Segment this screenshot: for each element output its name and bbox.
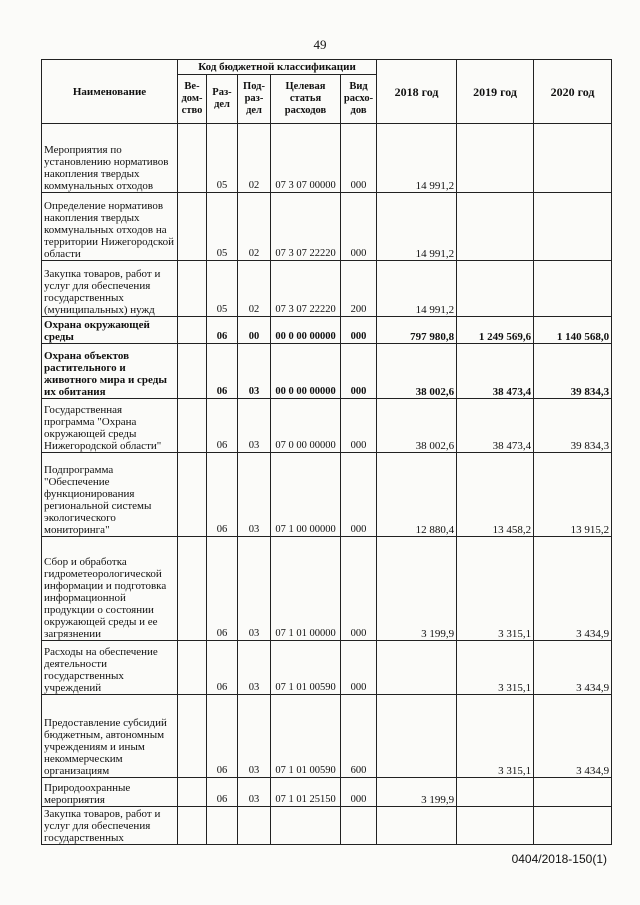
row-name: Закупка товаров, работ и услуг для обеспечения государственных (муниципальных) нужд <box>42 261 178 317</box>
row-name: Подпрограмма "Обеспечение функционирования региональной системы экологического мониторинга" <box>42 453 178 537</box>
row-2020 <box>534 193 612 261</box>
row-vid: 000 <box>341 193 377 261</box>
row-vedomstvo <box>178 807 207 845</box>
row-2018: 38 002,6 <box>377 399 457 453</box>
row-2018 <box>377 641 457 695</box>
row-razdel: 06 <box>207 778 238 807</box>
header-2020: 2020 год <box>534 60 612 124</box>
row-celevaya: 00 0 00 00000 <box>271 317 341 344</box>
row-name: Сбор и обработка гидрометеорологической информации и подготовка информационной продукции о состоянии окружающей среды и ее загрязнении <box>42 537 178 641</box>
row-name: Охрана объектов растительного и животного мира и среды их обитания <box>42 344 178 399</box>
row-celevaya: 00 0 00 00000 <box>271 344 341 399</box>
row-2020 <box>534 778 612 807</box>
row-vedomstvo <box>178 193 207 261</box>
header-razdel: Раз- дел <box>207 75 238 124</box>
row-2020: 3 434,9 <box>534 537 612 641</box>
header-2019: 2019 год <box>457 60 534 124</box>
row-vid: 600 <box>341 695 377 778</box>
row-2019: 38 473,4 <box>457 399 534 453</box>
row-vedomstvo <box>178 124 207 193</box>
row-celevaya: 07 1 01 25150 <box>271 778 341 807</box>
header-podrazdel: Под- раз- дел <box>238 75 271 124</box>
row-2018: 14 991,2 <box>377 193 457 261</box>
row-razdel: 06 <box>207 399 238 453</box>
row-name: Государственная программа "Охрана окружающей среды Нижегородской области" <box>42 399 178 453</box>
row-2019 <box>457 261 534 317</box>
row-celevaya: 07 0 00 00000 <box>271 399 341 453</box>
row-razdel: 05 <box>207 124 238 193</box>
row-2020: 39 834,3 <box>534 399 612 453</box>
header-2018: 2018 год <box>377 60 457 124</box>
row-2018: 797 980,8 <box>377 317 457 344</box>
table-row <box>42 695 612 778</box>
table-row <box>42 399 612 453</box>
row-2020: 3 434,9 <box>534 695 612 778</box>
table-row <box>42 778 612 807</box>
row-podrazdel: 03 <box>238 399 271 453</box>
document-code: 0404/2018-150(1) <box>511 852 607 866</box>
header-vid: Вид расхо- дов <box>341 75 377 124</box>
row-name: Закупка товаров, работ и услуг для обеспечения государственных <box>42 807 178 845</box>
row-vedomstvo <box>178 344 207 399</box>
table-row <box>42 453 612 537</box>
table-row <box>42 641 612 695</box>
row-celevaya: 07 1 01 00000 <box>271 537 341 641</box>
row-2019 <box>457 124 534 193</box>
row-celevaya: 07 3 07 22220 <box>271 193 341 261</box>
header-name: Наименование <box>42 60 178 124</box>
row-vedomstvo <box>178 317 207 344</box>
row-razdel: 06 <box>207 695 238 778</box>
row-vid: 000 <box>341 453 377 537</box>
row-podrazdel: 03 <box>238 778 271 807</box>
row-vedomstvo <box>178 399 207 453</box>
row-2018: 3 199,9 <box>377 537 457 641</box>
row-vedomstvo <box>178 261 207 317</box>
row-name: Охрана окружающей среды <box>42 317 178 344</box>
row-podrazdel: 03 <box>238 537 271 641</box>
row-vid: 000 <box>341 344 377 399</box>
row-celevaya: 07 1 01 00590 <box>271 641 341 695</box>
row-vedomstvo <box>178 641 207 695</box>
row-podrazdel: 03 <box>238 344 271 399</box>
row-vid: 200 <box>341 261 377 317</box>
row-2020: 1 140 568,0 <box>534 317 612 344</box>
header-celevaya: Целевая статья расходов <box>271 75 341 124</box>
row-vid <box>341 807 377 845</box>
row-name: Определение нормативов накопления твердых коммунальных отходов на территории Нижегородской области <box>42 193 178 261</box>
row-podrazdel: 02 <box>238 261 271 317</box>
header-code-group: Код бюджетной классификации <box>178 60 377 75</box>
row-2018: 38 002,6 <box>377 344 457 399</box>
row-razdel: 06 <box>207 453 238 537</box>
table-row <box>42 807 612 845</box>
row-name: Расходы на обеспечение деятельности государственных учреждений <box>42 641 178 695</box>
row-podrazdel: 03 <box>238 695 271 778</box>
row-razdel: 06 <box>207 641 238 695</box>
row-2019 <box>457 778 534 807</box>
row-razdel <box>207 807 238 845</box>
row-vid: 000 <box>341 641 377 695</box>
row-podrazdel <box>238 807 271 845</box>
header-vedomstvo: Ве- дом- ство <box>178 75 207 124</box>
row-vedomstvo <box>178 695 207 778</box>
row-vid: 000 <box>341 124 377 193</box>
page-number: 49 <box>313 37 327 52</box>
row-2019 <box>457 193 534 261</box>
row-2019: 3 315,1 <box>457 641 534 695</box>
row-name: Предоставление субсидий бюджетным, автономным учреждениям и иным некоммерческим организациям <box>42 695 178 778</box>
table-row <box>42 261 612 317</box>
row-vid: 000 <box>341 537 377 641</box>
row-2019: 3 315,1 <box>457 695 534 778</box>
row-razdel: 06 <box>207 537 238 641</box>
row-2018 <box>377 807 457 845</box>
row-podrazdel: 03 <box>238 641 271 695</box>
row-2018: 14 991,2 <box>377 261 457 317</box>
row-2019: 3 315,1 <box>457 537 534 641</box>
row-2020 <box>534 124 612 193</box>
row-2020 <box>534 807 612 845</box>
row-podrazdel: 03 <box>238 453 271 537</box>
row-vid: 000 <box>341 778 377 807</box>
row-2020: 39 834,3 <box>534 344 612 399</box>
row-celevaya: 07 1 00 00000 <box>271 453 341 537</box>
row-2018 <box>377 695 457 778</box>
row-2019: 13 458,2 <box>457 453 534 537</box>
row-2019 <box>457 807 534 845</box>
row-2018: 3 199,9 <box>377 778 457 807</box>
row-podrazdel: 00 <box>238 317 271 344</box>
table-row <box>42 193 612 261</box>
row-celevaya <box>271 807 341 845</box>
row-celevaya: 07 1 01 00590 <box>271 695 341 778</box>
row-vedomstvo <box>178 537 207 641</box>
row-name: Мероприятия по установлению нормативов накопления твердых коммунальных отходов <box>42 124 178 193</box>
row-vid: 000 <box>341 399 377 453</box>
row-2020: 3 434,9 <box>534 641 612 695</box>
budget-table <box>41 59 612 845</box>
table-row <box>42 344 612 399</box>
row-razdel: 06 <box>207 317 238 344</box>
row-celevaya: 07 3 07 00000 <box>271 124 341 193</box>
row-2020 <box>534 261 612 317</box>
row-2019: 38 473,4 <box>457 344 534 399</box>
row-vedomstvo <box>178 778 207 807</box>
row-2018: 12 880,4 <box>377 453 457 537</box>
row-podrazdel: 02 <box>238 124 271 193</box>
row-2019: 1 249 569,6 <box>457 317 534 344</box>
row-2018: 14 991,2 <box>377 124 457 193</box>
row-vedomstvo <box>178 453 207 537</box>
row-vid: 000 <box>341 317 377 344</box>
table-row <box>42 124 612 193</box>
row-razdel: 05 <box>207 193 238 261</box>
table-row <box>42 317 612 344</box>
row-podrazdel: 02 <box>238 193 271 261</box>
row-name: Природоохранные мероприятия <box>42 778 178 807</box>
row-razdel: 05 <box>207 261 238 317</box>
table-row <box>42 537 612 641</box>
row-razdel: 06 <box>207 344 238 399</box>
row-celevaya: 07 3 07 22220 <box>271 261 341 317</box>
row-2020: 13 915,2 <box>534 453 612 537</box>
